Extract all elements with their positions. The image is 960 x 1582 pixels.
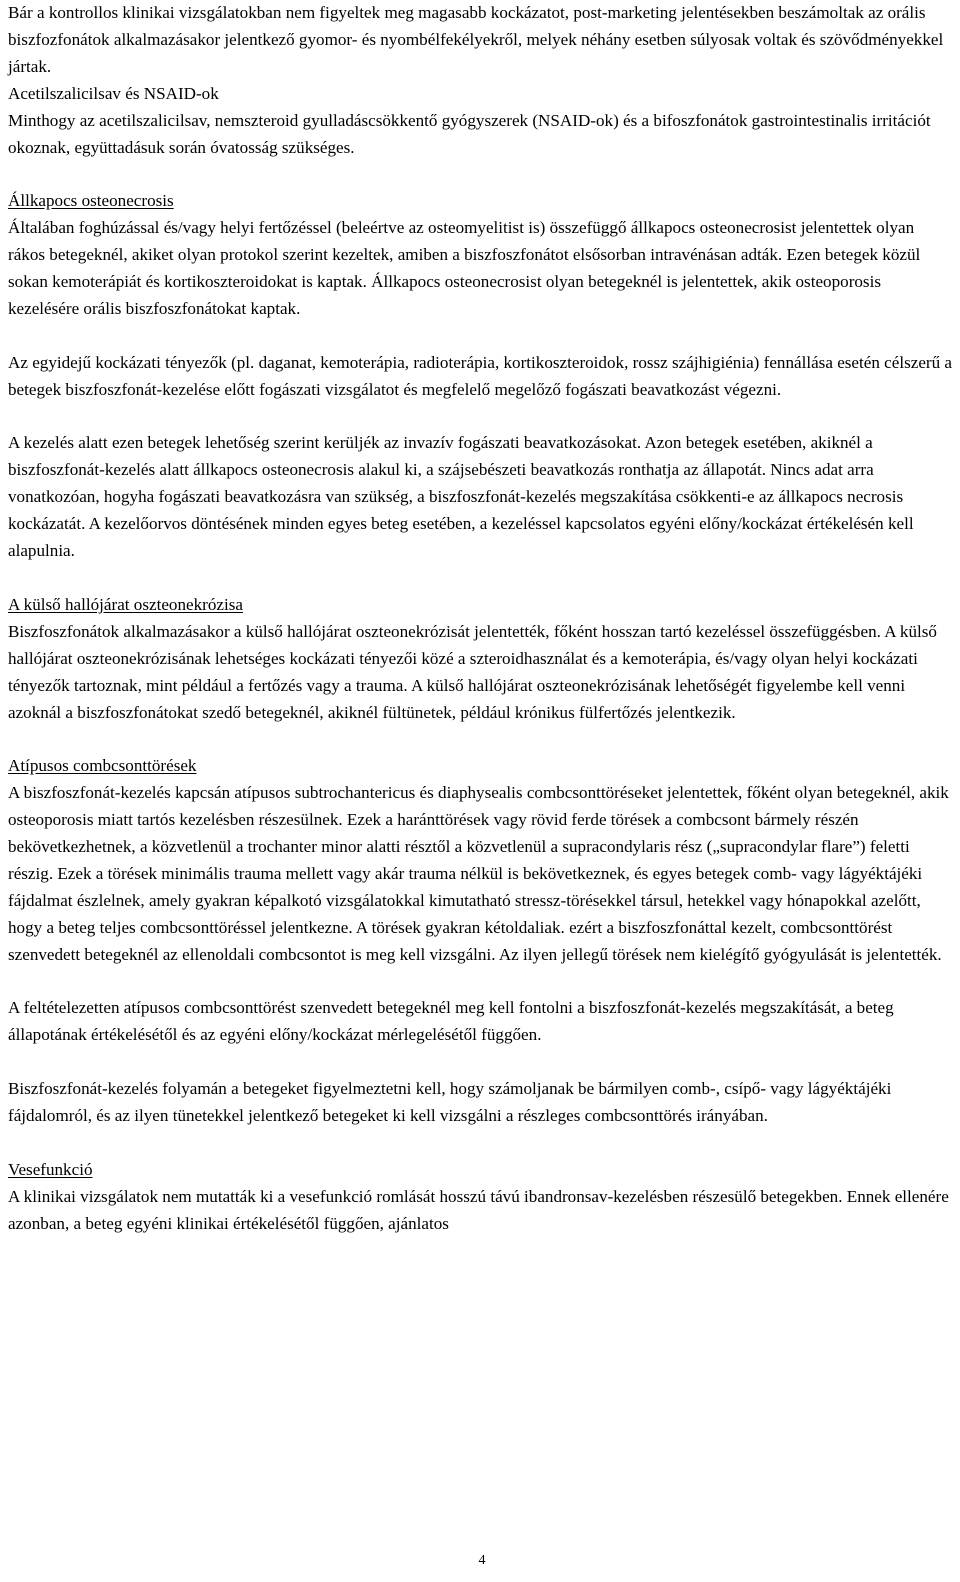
spacer	[8, 161, 954, 188]
page-number: 4	[478, 1553, 486, 1568]
nsaid-heading: Acetilszalicilsav és NSAID-ok	[8, 83, 219, 103]
ear-canal-paragraph: Biszfoszfonátok alkalmazásakor a külső hallójárat oszteonekrózisát jelentették, főként hosszan tartó kezeléssel összefüggésben. A külső hallójárat oszteonekrózisának lehetséges kockázati tényezői közé a szteroidhasználat és a kemoterápia, és/vagy olyan helyi kockázati tényezők tartoznak, mint például a fertőzés vagy a trauma. A külső hallójárat oszteonekrózisának lehetőségét figyelembe kell venni azoknál a biszfoszfonátokat szedő betegeknél, akiknél fültünetek, például krónikus fülfertőzés jelentkezik.	[8, 621, 937, 722]
jaw-osteonecrosis-paragraph-3: A kezelés alatt ezen betegek lehetőség szerint kerüljék az invazív fogászati beavatkozásokat. Azon betegek esetében, akiknél a biszfoszfonát-kezelés alatt állkapocs osteonecrosis alakul ki, a szájsebészeti beavatkozás ronthatja az állapotát. Nincs adat arra vonatkozóan, hogyha fogászati beavatkozásra van szükség, a biszfoszfonát-kezelés megszakítása csökkenti-e az állkapocs necrosis kockázatát. A kezelőorvos döntésének minden egyes beteg esetében, a kezeléssel kapcsolatos egyéni előny/kockázat értékelésén kell alapulnia.	[8, 433, 914, 561]
spacer	[8, 404, 954, 431]
kidney-function-heading: Vesefunkció	[8, 1159, 93, 1179]
spacer	[8, 726, 954, 753]
jaw-osteonecrosis-paragraph-1: Általában foghúzással és/vagy helyi fertőzéssel (beleértve az osteomyelitist is) összefüggő állkapocs osteonecrosist jelentettek olyan rákos betegeknél, akiket olyan protokol szerint kezeltek, amiben a biszfoszfonátot elsősorban intravénásan adták. Ezen betegek közül sokan kemoterápiát és kortikoszteroidokat is kaptak. Állkapocs osteonecrosist olyan betegeknél is jelentettek, akik osteoporosis kezelésére orális biszfoszfonátokat kaptak.	[8, 218, 921, 318]
kidney-function-paragraph: A klinikai vizsgálatok nem mutatták ki a vesefunkció romlását hosszú távú ibandronsav-kezelésben részesülő betegekben. Ennek ellenére azonban, a beteg egyéni klinikai értékelésétől függően, ajánlatos	[8, 1186, 949, 1233]
spacer	[8, 323, 954, 350]
atypical-fractures-heading: Atípusos combcsonttörések	[8, 756, 197, 776]
spacer	[8, 1049, 954, 1076]
spacer	[8, 1130, 954, 1157]
jaw-osteonecrosis-heading: Állkapocs osteonecrosis	[8, 191, 174, 211]
intro-paragraph: Bár a kontrollos klinikai vizsgálatokban nem figyeltek meg magasabb kockázatot, post-marketing jelentésekben beszámoltak az orális biszfozfonátok alkalmazásakor jelentkező gyomor- és nyombélfekélyekről, melyek néhány esetben súlyosak voltak és szövődményekkel jártak.	[8, 3, 944, 76]
spacer	[8, 565, 954, 592]
atypical-fractures-paragraph-2: A feltételezetten atípusos combcsonttörést szenvedett betegeknél meg kell fontolni a biszfoszfonát-kezelés megszakítását, a beteg állapotának értékelésétől és az egyéni előny/kockázat mérlegelésétől függően.	[8, 998, 894, 1045]
atypical-fractures-paragraph-3: Biszfoszfonát-kezelés folyamán a betegeket figyelmeztetni kell, hogy számoljanak be bármilyen comb-, csípő- vagy lágyéktájéki fájdalomról, és az ilyen tünetekkel jelentkező betegeket ki kell vizsgálni a részleges combcsonttörés irányában.	[8, 1079, 892, 1126]
spacer	[8, 969, 954, 996]
nsaid-paragraph: Minthogy az acetilszalicilsav, nemszteroid gyulladáscsökkentő gyógyszerek (NSAID-ok) és a bifoszfonátok gastrointestinalis irritációt okoznak, együttadásuk során óvatosság szükséges.	[8, 110, 931, 157]
atypical-fractures-paragraph-1: A biszfoszfonát-kezelés kapcsán atípusos subtrochantericus és diaphysealis combcsonttöréseket jelentettek, főként olyan betegeknél, akik osteoporosis miatt tartós kezelésben részesülnek. Ezek a haránttörések vagy rövid ferde törések a combcsont bármely részén bekövetkezhetnek, a közvetlenül a trochanter minor alatti résztől a közvetlenül a supracondylaris rész („supracondylar flare”) feletti részig. Ezek a törések minimális trauma mellett vagy akár trauma nélkül is bekövetkeznek, és egyes betegek comb- vagy lágyéktájéki fájdalmat észlelnek, amely gyakran képalkotó vizsgálatokkal kimutatható stressz-törésekkel társul, hetekkel vagy hónapokkal azelőtt, hogy a beteg teljes combcsonttöréssel jelentkezne. A törések gyakran kétoldaliak. ezért a biszfoszfonáttal kezelt, combcsonttörést szenvedett betegeknél az ellenoldali combcsontot is meg kell vizsgálni. Az ilyen jellegű törések nem kielégítő gyógyulását is jelentették.	[8, 783, 949, 964]
ear-canal-heading: A külső hallójárat oszteonekrózisa	[8, 594, 243, 614]
jaw-osteonecrosis-paragraph-2: Az egyidejű kockázati tényezők (pl. daganat, kemoterápia, radioterápia, kortikoszteroidok, rossz szájhigiénia) fennállása esetén célszerű a betegek biszfoszfonát-kezelése előtt fogászati vizsgálatot és megfelelő megelőző fogászati beavatkozást végezni.	[8, 352, 953, 399]
